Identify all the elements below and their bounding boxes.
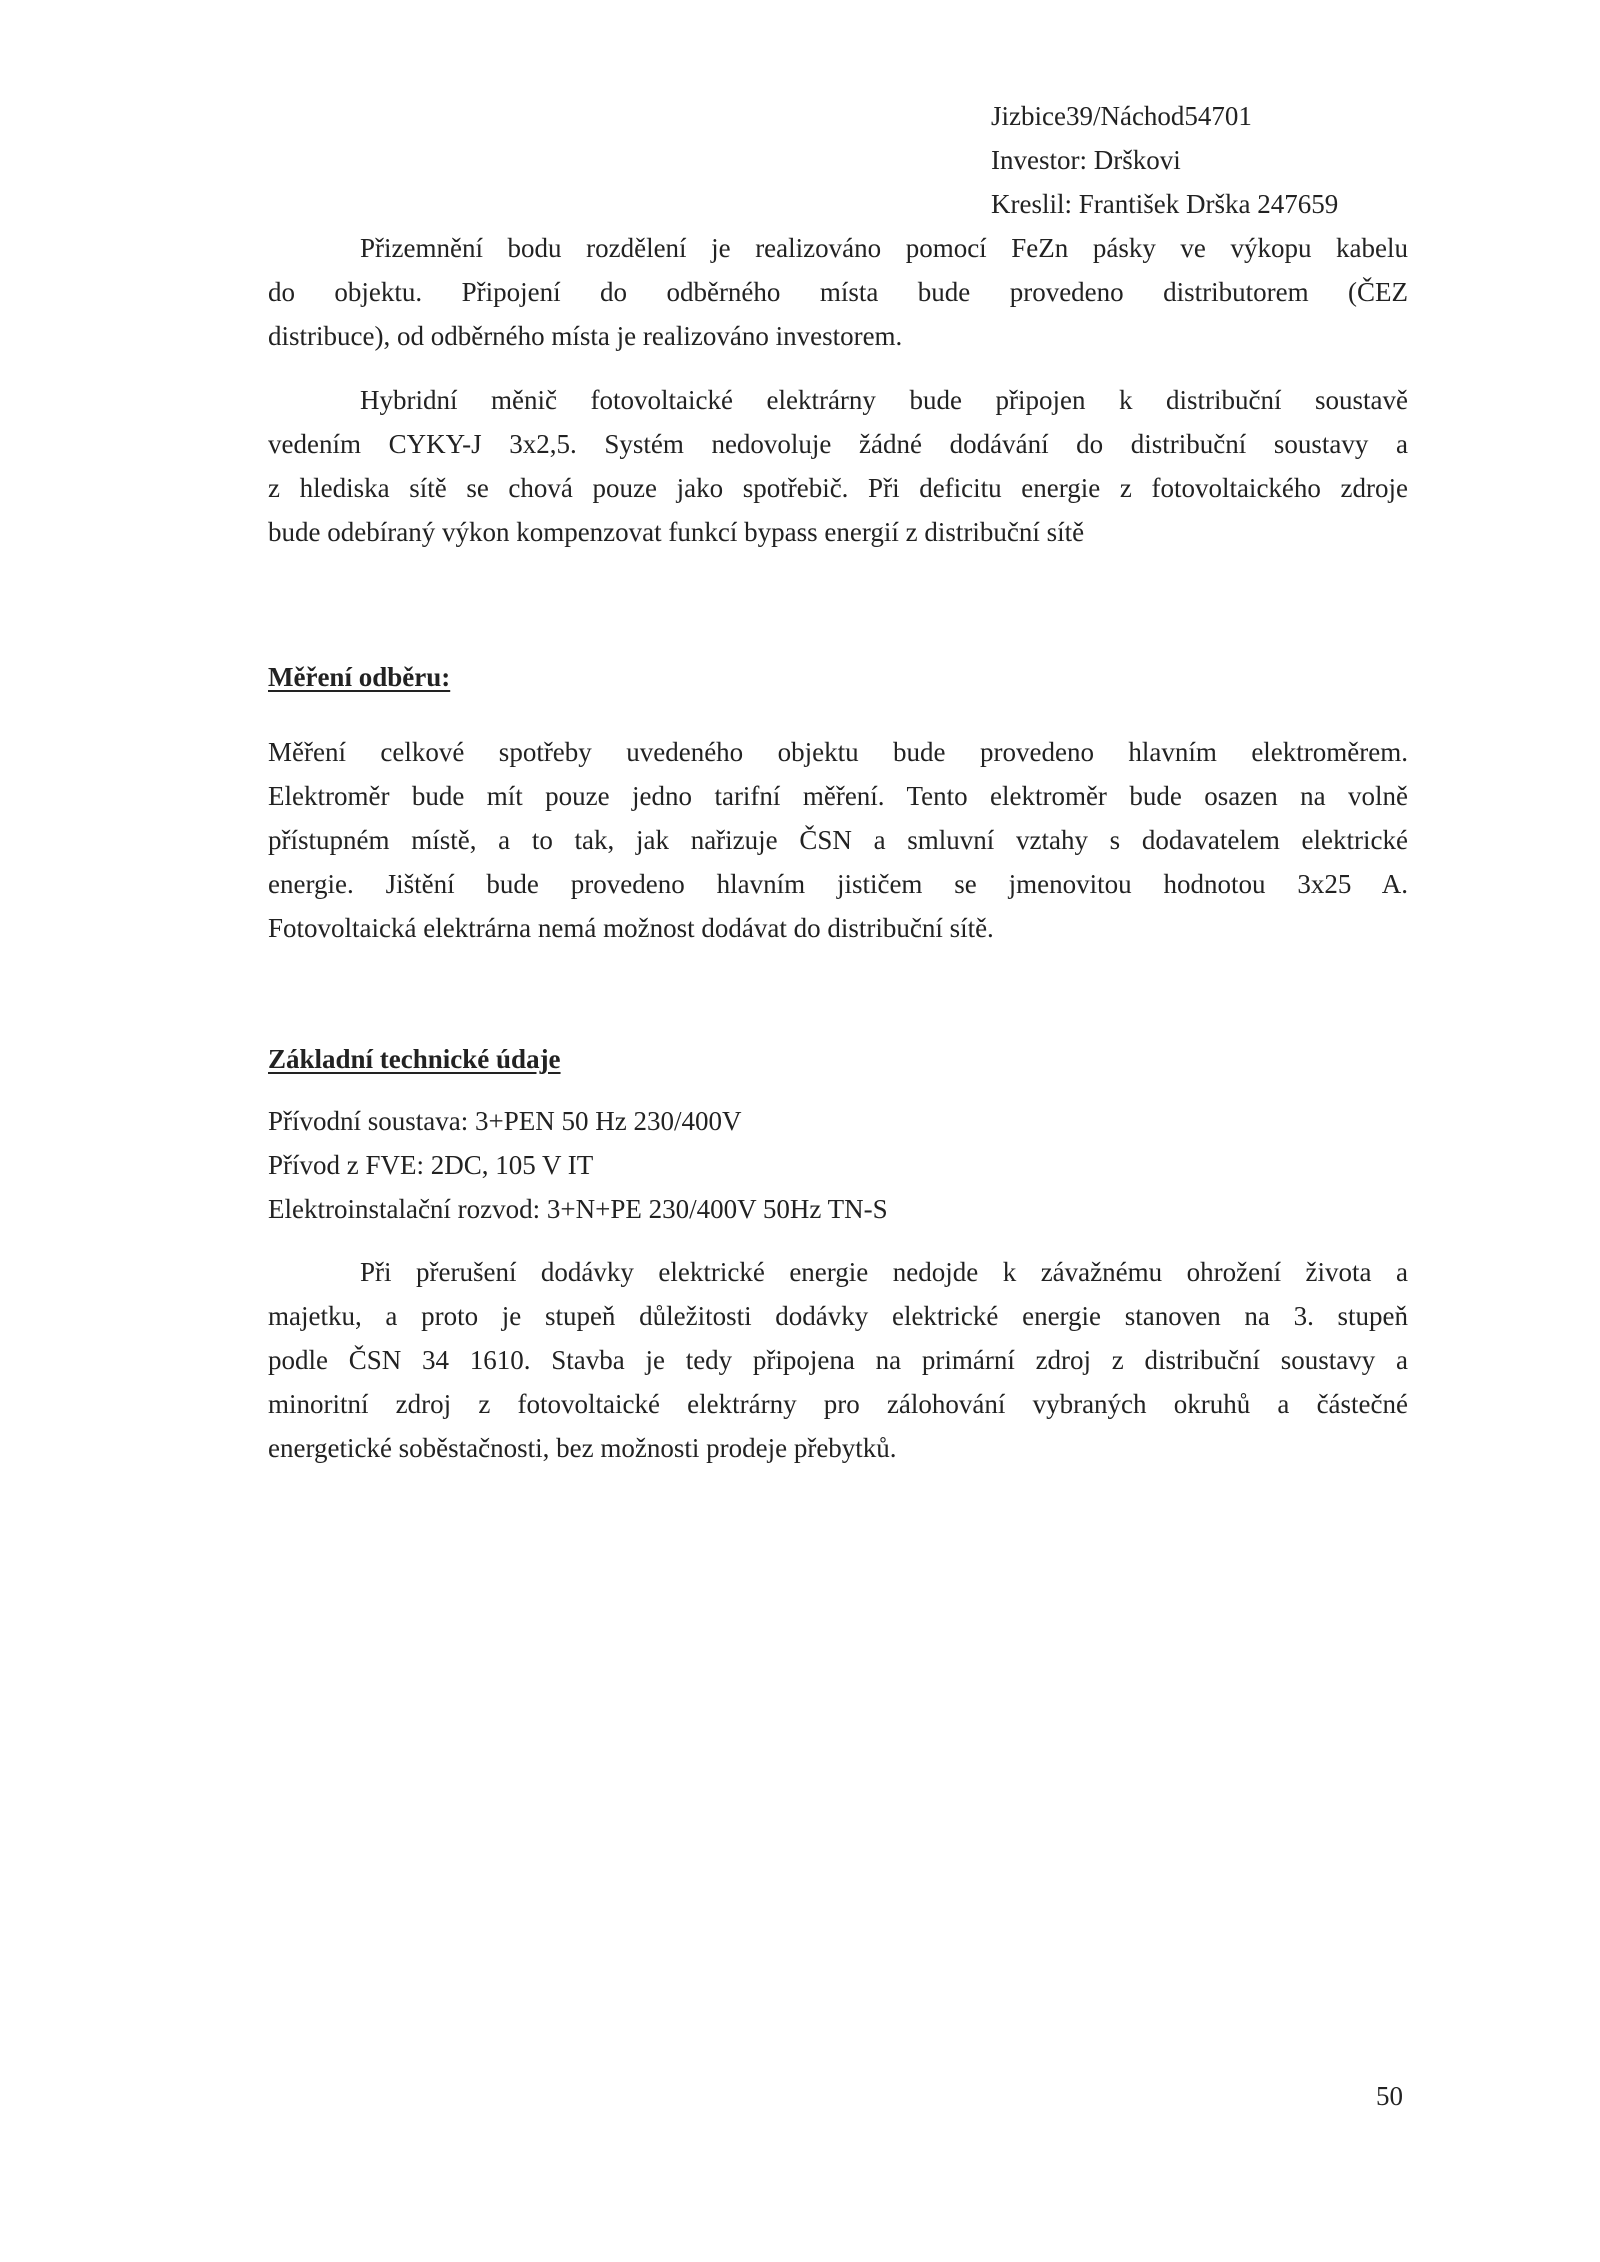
text-line: podle ČSN 34 1610. Stavba je tedy připojena na primární zdroj z distribuční soustavy a <box>268 1345 1408 1375</box>
text-line: z hlediska sítě se chová pouze jako spotřebič. Při deficitu energie z fotovoltaického zdroje <box>268 473 1408 503</box>
paragraph-grounding <box>268 226 1408 358</box>
text-line: Hybridní měnič fotovoltaické elektrárny bude připojen k distribuční soustavě <box>360 385 1408 415</box>
section-heading-metering: Měření odběru: <box>268 662 451 692</box>
text-line: distribuce), od odběrného místa je realizováno investorem. <box>268 321 903 351</box>
header-drawn-by: Kreslil: František Drška 247659 <box>991 189 1339 219</box>
page-number: 50 <box>1376 2081 1403 2111</box>
header-investor: Investor: Drškovi <box>991 145 1181 175</box>
spec-line: Elektroinstalační rozvod: 3+N+PE 230/400V 50Hz TN-S <box>268 1194 888 1224</box>
section-heading-technical-data: Základní technické údaje <box>268 1044 561 1074</box>
text-line: do objektu. Připojení do odběrného místa bude provedeno distributorem (ČEZ <box>268 277 1408 307</box>
paragraph-metering <box>268 730 1408 950</box>
text-line: Fotovoltaická elektrárna nemá možnost dodávat do distribuční sítě. <box>268 913 994 943</box>
text-line: přístupném místě, a to tak, jak nařizuje ČSN a smluvní vztahy s dodavatelem elektrické <box>268 825 1408 855</box>
text-line: Při přerušení dodávky elektrické energie nedojde k závažnému ohrožení života a <box>360 1257 1408 1287</box>
spec-line: Přívodní soustava: 3+PEN 50 Hz 230/400V <box>268 1106 742 1136</box>
text-line: majetku, a proto je stupeň důležitosti dodávky elektrické energie stanoven na 3. stupeň <box>268 1301 1408 1331</box>
text-line: minoritní zdroj z fotovoltaické elektrárny pro zálohování vybraných okruhů a částečné <box>268 1389 1408 1419</box>
paragraph-hybrid-inverter <box>268 378 1408 554</box>
text-line: energie. Jištění bude provedeno hlavním jističem se jmenovitou hodnotou 3x25 A. <box>268 869 1408 899</box>
text-line: Elektroměr bude mít pouze jedno tarifní měření. Tento elektroměr bude osazen na volně <box>268 781 1408 811</box>
text-line: Měření celkové spotřeby uvedeného objektu bude provedeno hlavním elektroměrem. <box>268 737 1408 767</box>
header-address: Jizbice39/Náchod54701 <box>991 101 1252 131</box>
text-line: bude odebíraný výkon kompenzovat funkcí bypass energií z distribuční sítě <box>268 517 1085 547</box>
text-line: energetické soběstačnosti, bez možnosti prodeje přebytků. <box>268 1433 897 1463</box>
document-header <box>991 94 1338 226</box>
paragraph-supply-interruption <box>268 1250 1408 1470</box>
spec-line: Přívod z FVE: 2DC, 105 V IT <box>268 1150 594 1180</box>
technical-specs <box>268 1099 1408 1231</box>
text-line: vedením CYKY-J 3x2,5. Systém nedovoluje žádné dodávání do distribuční soustavy a <box>268 429 1408 459</box>
text-line: Přizemnění bodu rozdělení je realizováno pomocí FeZn pásky ve výkopu kabelu <box>360 233 1408 263</box>
